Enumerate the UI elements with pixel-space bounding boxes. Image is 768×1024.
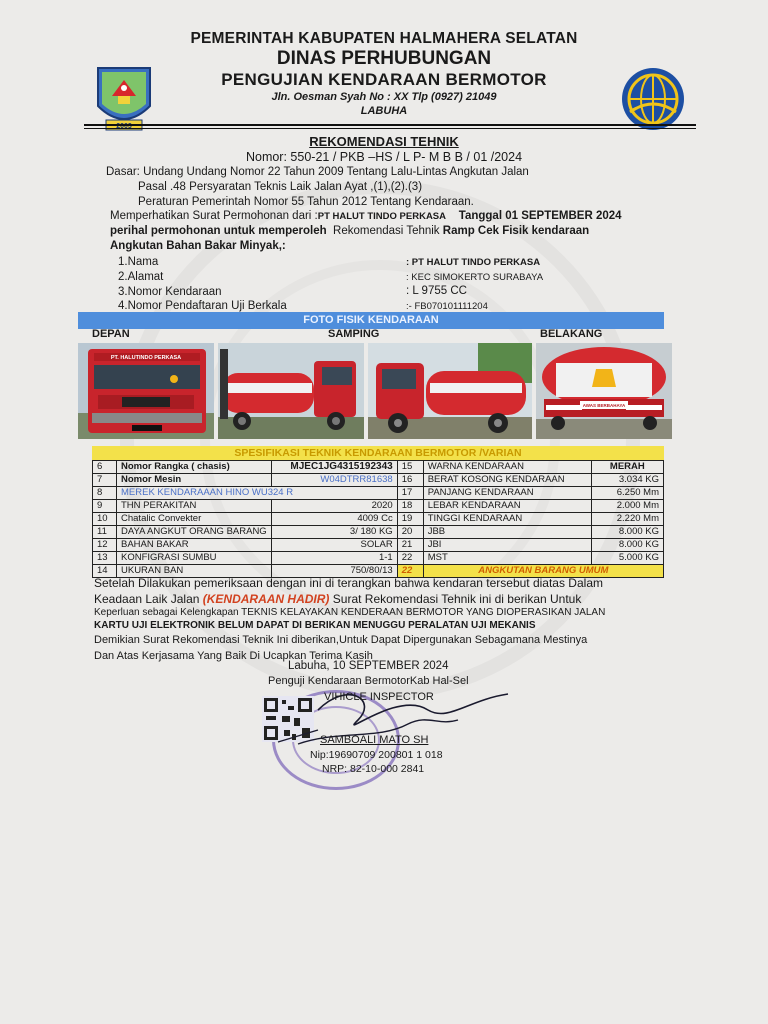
spec-value: 2.000 Mm bbox=[591, 500, 663, 513]
table-row bbox=[93, 539, 664, 552]
photo-label-depan: DEPAN bbox=[92, 328, 130, 340]
kendaraan-hadir-status: (KENDARAAN HADIR) bbox=[202, 592, 330, 606]
photo-label-belakang: BELAKANG bbox=[540, 328, 603, 340]
memperhatikan-prefix: Memperhatikan Surat Permohonan dari : bbox=[110, 210, 318, 222]
spec-row-number: 10 bbox=[93, 513, 117, 526]
spec-row-number: 15 bbox=[397, 461, 423, 474]
spec-label: DAYA ANGKUT ORANG BARANG bbox=[117, 526, 272, 539]
truck-front-photo bbox=[78, 343, 214, 439]
body-paragraph-3: Keperluan sebagai Kelengkapan TEKNIS KELAYAKAN KENDERAAN BERMOTOR YANG DIOPERASIKAN JALAN bbox=[94, 607, 606, 618]
field-value-nomor-kendaraan: : L 9755 CC bbox=[406, 285, 467, 297]
spec-label: ANGKUTAN BARANG UMUM bbox=[423, 565, 663, 578]
field-value-alamat: : KEC SIMOKERTO SURABAYA bbox=[406, 272, 544, 283]
spec-section-bar: SPESIFIKASI TEKNIK KENDARAAN BERMOTOR /VARIAN bbox=[92, 446, 664, 460]
header-address: Jln. Oesman Syah No : XX Tlp (0927) 21049 bbox=[271, 91, 497, 103]
signature-name: SAMBOALI MATO SH bbox=[320, 734, 429, 746]
application-date: Tanggal 01 SEPTEMBER 2024 bbox=[458, 210, 622, 222]
truck-rear-photo bbox=[536, 343, 672, 439]
table-row bbox=[93, 487, 664, 500]
spec-row-number: 22 bbox=[397, 552, 423, 565]
purpose-ramp-check: Ramp Cek Fisik kendaraan bbox=[442, 225, 590, 237]
header-rule-thin bbox=[84, 128, 696, 129]
field-label-nomor-kendaraan: 3.Nomor Kendaraan bbox=[118, 286, 222, 298]
spec-label: TINGGI KENDARAAN bbox=[423, 513, 591, 526]
spec-value: 6.250 Mm bbox=[591, 487, 663, 500]
spec-label: BAHAN BAKAR bbox=[117, 539, 272, 552]
spec-row-number: 11 bbox=[93, 526, 117, 539]
table-row bbox=[93, 513, 664, 526]
spec-label: KONFIGRASI SUMBU bbox=[117, 552, 272, 565]
spec-row-number: 21 bbox=[397, 539, 423, 552]
document-number: Nomor: 550-21 / PKB –HS / L P- M B B / 01 /2024 bbox=[245, 150, 523, 164]
spec-value: MERAH bbox=[591, 461, 663, 474]
spec-label: BERAT KOSONG KENDARAAN bbox=[423, 474, 591, 487]
spec-value: MJEC1JG4315192343 bbox=[271, 461, 397, 474]
spec-value: 3.034 KG bbox=[591, 474, 663, 487]
spec-row-number: 13 bbox=[93, 552, 117, 565]
spec-row-number: 14 bbox=[93, 565, 117, 578]
dasar-line-2: Pasal .48 Persyaratan Teknis Laik Jalan Ayat ,(1),(2).(3) bbox=[138, 181, 423, 193]
spec-label: PANJANG KENDARAAN bbox=[423, 487, 591, 500]
spec-row-number: 20 bbox=[397, 526, 423, 539]
table-row bbox=[93, 526, 664, 539]
spec-value: 2020 bbox=[271, 500, 397, 513]
table-row bbox=[93, 500, 664, 513]
spec-label: THN PERAKITAN bbox=[117, 500, 272, 513]
spec-label: MST bbox=[423, 552, 591, 565]
body-paragraph-4: KARTU UJI ELEKTRONIK BELUM DAPAT DI BERIKAN MENUGGU PERALATAN UJI MEKANIS bbox=[94, 620, 536, 631]
body-paragraph-2 bbox=[94, 592, 581, 606]
spec-value: W04DTRR81638 bbox=[271, 474, 397, 487]
logo-year-text: 2003 bbox=[116, 123, 132, 130]
spec-row-number: 12 bbox=[93, 539, 117, 552]
spec-label: Chatalic Convekter bbox=[117, 513, 272, 526]
spec-row-number: 8 bbox=[93, 487, 117, 500]
body-paragraph-1: Setelah Dilakukan pemeriksaan dengan ini di terangkan bahwa kendaran tersebut diatas Dalam bbox=[94, 576, 603, 590]
spec-value: 1-1 bbox=[271, 552, 397, 565]
dasar-line-1: Dasar: Undang Undang Nomor 22 Tahun 2009 Tentang Lalu-Lintas Angkutan Jalan bbox=[106, 166, 529, 178]
spec-value: 3/ 180 KG bbox=[271, 526, 397, 539]
spec-label: MEREK KENDARAAAN HINO WU324 R bbox=[117, 487, 398, 500]
field-label-nama: 1.Nama bbox=[118, 256, 159, 268]
truck-front-text: PT. HALUTINDO PERKASA bbox=[110, 355, 182, 361]
purpose-recommendation: Rekomendasi Tehnik bbox=[333, 225, 440, 237]
table-row bbox=[93, 474, 664, 487]
field-value-nomor-uji: :- FB070101111204 bbox=[406, 301, 488, 312]
spec-label: WARNA KENDARAAN bbox=[423, 461, 591, 474]
signature-role: Penguji Kendaraan BermotorKab Hal-Sel bbox=[268, 675, 469, 687]
memperhatikan-line-2 bbox=[110, 225, 589, 237]
table-row bbox=[93, 552, 664, 565]
signature-title: VIHICLE INSPECTOR bbox=[324, 691, 434, 703]
dasar-line-3: Peraturan Pemerintah Nomor 55 Tahun 2012 Tentang Kendaraan. bbox=[138, 196, 474, 208]
header-division: PENGUJIAN KENDARAAN BERMOTOR bbox=[221, 70, 547, 89]
spec-label: LEBAR KENDARAAN bbox=[423, 500, 591, 513]
memperhatikan-line-1 bbox=[110, 210, 622, 222]
field-value-nama: : PT HALUT TINDO PERKASA bbox=[406, 257, 541, 268]
spec-row-number: 19 bbox=[397, 513, 423, 526]
truck-rear-text: AWAS BERBAHAYA bbox=[582, 403, 626, 408]
applicant-company: PT HALUT TINDO PERKASA bbox=[317, 211, 446, 222]
spec-row-number: 7 bbox=[93, 474, 117, 487]
spec-label: UKURAN BAN bbox=[117, 565, 272, 578]
spec-row-number: 18 bbox=[397, 500, 423, 513]
body-p2-start: Keadaan Laik Jalan bbox=[94, 592, 200, 606]
body-paragraph-6: Dan Atas Kerjasama Yang Baik Di Ucapkan Terima Kasih bbox=[94, 650, 373, 662]
spec-label: JBI bbox=[423, 539, 591, 552]
photo-label-samping: SAMPING bbox=[328, 328, 380, 340]
spec-value: 5.000 KG bbox=[591, 552, 663, 565]
photo-section-bar: FOTO FISIK KENDARAAN bbox=[78, 312, 664, 329]
signature-nrp: NRP: 82-10-000 2841 bbox=[322, 763, 425, 775]
table-row bbox=[93, 461, 664, 474]
purpose-text: perihal permohonan untuk memperoleh bbox=[110, 225, 327, 237]
spec-label: Nomor Rangka ( chasis) bbox=[117, 461, 272, 474]
memperhatikan-line-3: Angkutan Bahan Bakar Minyak,: bbox=[110, 240, 286, 252]
header-agency: DINAS PERHUBUNGAN bbox=[276, 48, 492, 69]
field-label-alamat: 2.Alamat bbox=[118, 271, 164, 283]
body-paragraph-5: Demikian Surat Rekomendasi Teknik Ini diberikan,Untuk Dapat Dipergunakan Sebagamana Mestinya bbox=[94, 634, 588, 646]
field-label-nomor-uji: 4.Nomor Pendaftaran Uji Berkala bbox=[118, 300, 287, 312]
spec-label: Nomor Mesin bbox=[117, 474, 272, 487]
spec-row-number: 16 bbox=[397, 474, 423, 487]
spec-value: SOLAR bbox=[271, 539, 397, 552]
spec-value: 2.220 Mm bbox=[591, 513, 663, 526]
spec-row-number: 17 bbox=[397, 487, 423, 500]
document-title: REKOMENDASI TEHNIK bbox=[309, 134, 459, 149]
spec-value: 4009 Cc bbox=[271, 513, 397, 526]
truck-side-photo-1 bbox=[218, 343, 364, 439]
header-city: LABUHA bbox=[360, 105, 408, 117]
header-rule-thick bbox=[84, 124, 696, 126]
truck-side-photo-2 bbox=[368, 343, 532, 439]
signature-place-date: Labuha, 10 SEPTEMBER 2024 bbox=[288, 660, 449, 672]
signature-nip: Nip:19690709 200801 1 018 bbox=[310, 749, 443, 761]
spec-row-number: 6 bbox=[93, 461, 117, 474]
spec-value: 8.000 KG bbox=[591, 526, 663, 539]
spec-value: 8.000 KG bbox=[591, 539, 663, 552]
spec-value: 750/80/13 bbox=[271, 565, 397, 578]
spec-label: JBB bbox=[423, 526, 591, 539]
spec-table bbox=[92, 460, 664, 578]
spec-row-number: 22 bbox=[397, 565, 423, 578]
header-government: PEMERINTAH KABUPATEN HALMAHERA SELATAN bbox=[190, 30, 578, 47]
body-p2-end: Surat Rekomendasi Tehnik ini di berikan Untuk bbox=[332, 592, 582, 606]
spec-row-number: 9 bbox=[93, 500, 117, 513]
